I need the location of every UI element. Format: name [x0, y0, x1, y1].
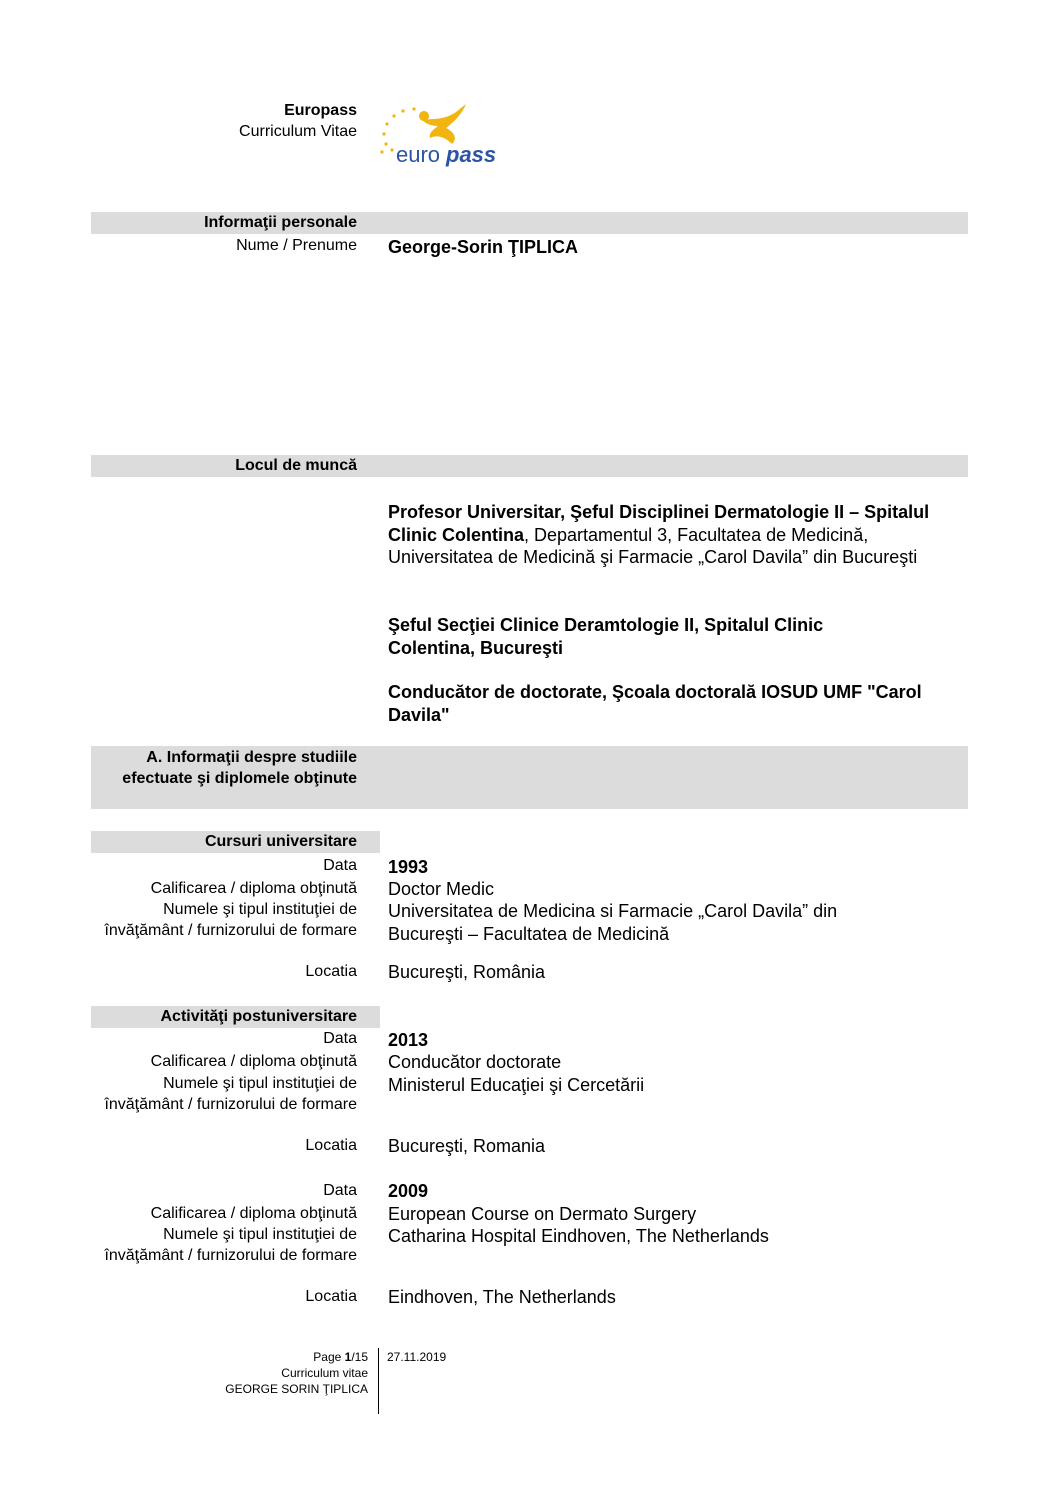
- postgrad-1-institution: Ministerul Educaţiei şi Cercetării: [388, 1075, 645, 1095]
- university-institution-label: Numele şi tipul instituţiei de învăţământ / furnizorului de formare: [104, 901, 357, 939]
- postgrad-1-location: Bucureşti, Romania: [388, 1136, 546, 1156]
- workplace-paragraph-3: Conducător de doctorate, Şcoala doctorală IOSUD UMF "Carol Davila": [388, 682, 922, 725]
- university-location: Bucureşti, România: [388, 962, 546, 982]
- cv-subtitle: Curriculum Vitae: [239, 123, 357, 140]
- svg-text:pass: pass: [446, 142, 497, 167]
- footer-owner: GEORGE SORIN ŢIPLICA: [225, 1382, 368, 1396]
- europass-figure-icon: [376, 98, 511, 170]
- svg-text:euro: euro: [396, 142, 441, 167]
- workplace-heading: Locul de muncă: [235, 457, 357, 474]
- europass-logo: [376, 98, 511, 170]
- footer-page-total: /15: [351, 1350, 368, 1364]
- postgrad-heading: Activităţi postuniversitare: [160, 1008, 357, 1025]
- name-value: George-Sorin ŢIPLICA: [388, 237, 579, 257]
- university-location-label: Locatia: [305, 963, 357, 980]
- university-data-label: Data: [323, 857, 357, 874]
- footer-divider: [378, 1348, 379, 1414]
- footer-doc-label: Curriculum vitae: [281, 1366, 368, 1380]
- workplace-paragraph-1: [388, 501, 948, 569]
- name-label: Nume / Prenume: [236, 237, 357, 254]
- footer-page-current: 1: [344, 1350, 352, 1364]
- section-a-heading: A. Informaţii despre studiile efectuate şi diplomele obţinute: [122, 749, 357, 787]
- university-year: 1993: [388, 857, 429, 877]
- university-heading: Cursuri universitare: [204, 833, 357, 850]
- university-qualification: Doctor Medic: [388, 879, 495, 899]
- europass-title: Europass: [284, 102, 357, 119]
- university-institution: Universitatea de Medicina si Farmacie „Carol Davila” din Bucureşti – Facultatea de Medicină: [388, 901, 838, 944]
- footer-page: [250, 1350, 368, 1365]
- postgrad-2-qualification-label: Calificarea / diploma obţinută: [150, 1205, 357, 1222]
- postgrad-1-data-label: Data: [323, 1030, 357, 1047]
- workplace-p1-rest: , Departamentul 3, Facultatea de Medicină, Universitatea de Medicină şi Farmacie „Carol Davila” din Bucureşti: [388, 524, 918, 567]
- footer-date: 27.11.2019: [387, 1350, 447, 1364]
- workplace-paragraph-2: Şeful Secţiei Clinice Deramtologie II, Spitalul Clinic Colentina, Bucureşti: [388, 615, 824, 658]
- postgrad-2-data-label: Data: [323, 1182, 357, 1199]
- postgrad-2-location-label: Locatia: [305, 1288, 357, 1305]
- footer-page-label: Page: [313, 1350, 345, 1364]
- postgrad-2-institution: Catharina Hospital Eindhoven, The Netherlands: [388, 1226, 769, 1246]
- postgrad-2-year: 2009: [388, 1181, 429, 1201]
- postgrad-1-institution-label: Numele şi tipul instituţiei de învăţământ / furnizorului de formare: [104, 1075, 357, 1113]
- postgrad-1-qualification-label: Calificarea / diploma obţinută: [150, 1053, 357, 1070]
- postgrad-2-location: Eindhoven, The Netherlands: [388, 1287, 616, 1307]
- workplace-p1-bold: Profesor Universitar, Şeful Disciplinei Dermatologie II – Spitalul Clinic Colentina: [388, 502, 930, 545]
- university-qualification-label: Calificarea / diploma obţinută: [150, 880, 357, 897]
- postgrad-2-qualification: European Course on Dermato Surgery: [388, 1204, 697, 1224]
- postgrad-1-year: 2013: [388, 1030, 429, 1050]
- personal-info-heading: Informaţii personale: [204, 214, 357, 231]
- postgrad-1-location-label: Locatia: [305, 1137, 357, 1154]
- postgrad-1-qualification: Conducător doctorate: [388, 1052, 562, 1072]
- postgrad-2-institution-label: Numele şi tipul instituţiei de învăţământ / furnizorului de formare: [104, 1226, 357, 1264]
